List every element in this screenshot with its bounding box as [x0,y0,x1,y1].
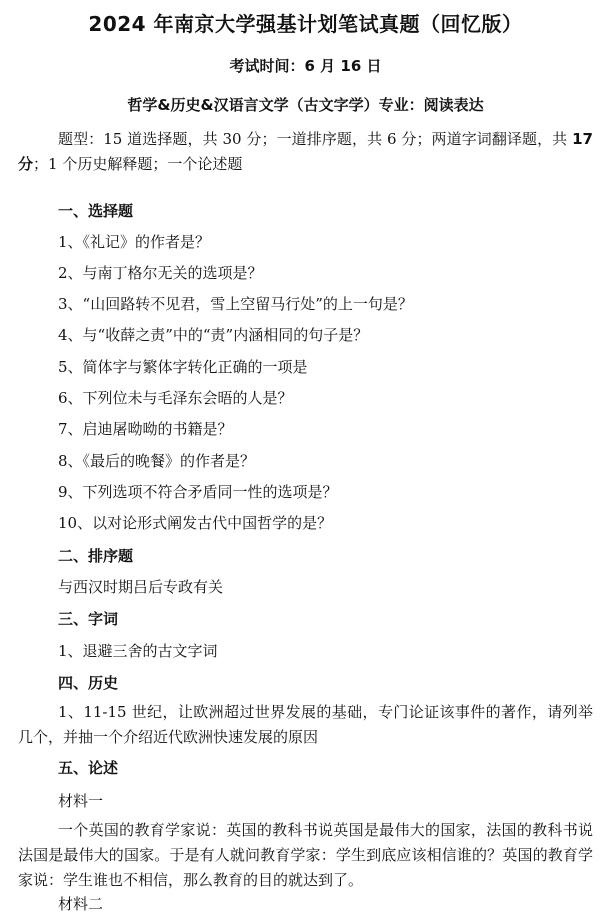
question-item: 2、与南丁格尔无关的选项是？ [58,264,263,282]
section-heading-ordering: 二、排序题 [58,547,134,565]
material-2-label: 材料二 [58,895,104,913]
question-item: 8、《最后的晚餐》的作者是？ [58,452,256,470]
question-item: 3、“山回路转不见君，雪上空留马行处”的上一句是？ [58,295,413,313]
summary-text-1: 题型：15 道选择题，共 30 分；一道排序题，共 6 分；两道字词翻译题，共 [58,130,573,148]
summary-bold: 17 分 [18,130,593,173]
question-item: 7、启迪屠呦呦的书籍是？ [58,420,233,438]
section-heading-words: 三、字词 [58,610,119,628]
question-item: 5、简体字与繁体字转化正确的一项是 [58,358,308,376]
section-heading-choice: 一、选择题 [58,202,134,220]
material-1-text: 一个英国的教育学家说：英国的教科书说英国是最伟大的国家，法国的教科书说法国是最伟大的国家。于是有人就问教育学家：学生到底应该相信谁的？英国的教育学家说：学生谁也不相信，那么教育的目的就达到了。 [18,821,593,889]
question-item: 6、下列位未与毛泽东会晤的人是？ [58,389,293,407]
summary-text-2: ；1 个历史解释题；一个论述题 [33,155,243,173]
question-item: 4、与“收薛之责”中的“责”内涵相同的句子是？ [58,326,369,344]
exam-time: 考试时间：6 月 16 日 [229,57,382,75]
summary-paragraph [18,127,593,177]
words-text: 1、退避三舍的古文字词 [58,642,218,660]
history-text: 1、11-15 世纪，让欧洲超过世界发展的基础，专门论证该事件的著作，请列举几个，并抽一个介绍近代欧洲快速发展的原因 [18,703,593,746]
material-1-label: 材料一 [58,792,104,810]
page-title: 2024 年南京大学强基计划笔试真题（回忆版） [88,12,523,36]
question-item: 10、以对论形式阐发古代中国哲学的是？ [58,514,333,532]
section-heading-essay: 五、论述 [58,759,119,777]
section-heading-history: 四、历史 [58,674,119,692]
ordering-text: 与西汉时期吕后专政有关 [58,578,224,596]
question-item: 1、《礼记》的作者是？ [58,233,211,251]
question-item: 9、下列选项不符合矛盾同一性的选项是？ [58,483,338,501]
major-line: 哲学&历史&汉语言文学（古文字学）专业：阅读表达 [127,96,484,114]
